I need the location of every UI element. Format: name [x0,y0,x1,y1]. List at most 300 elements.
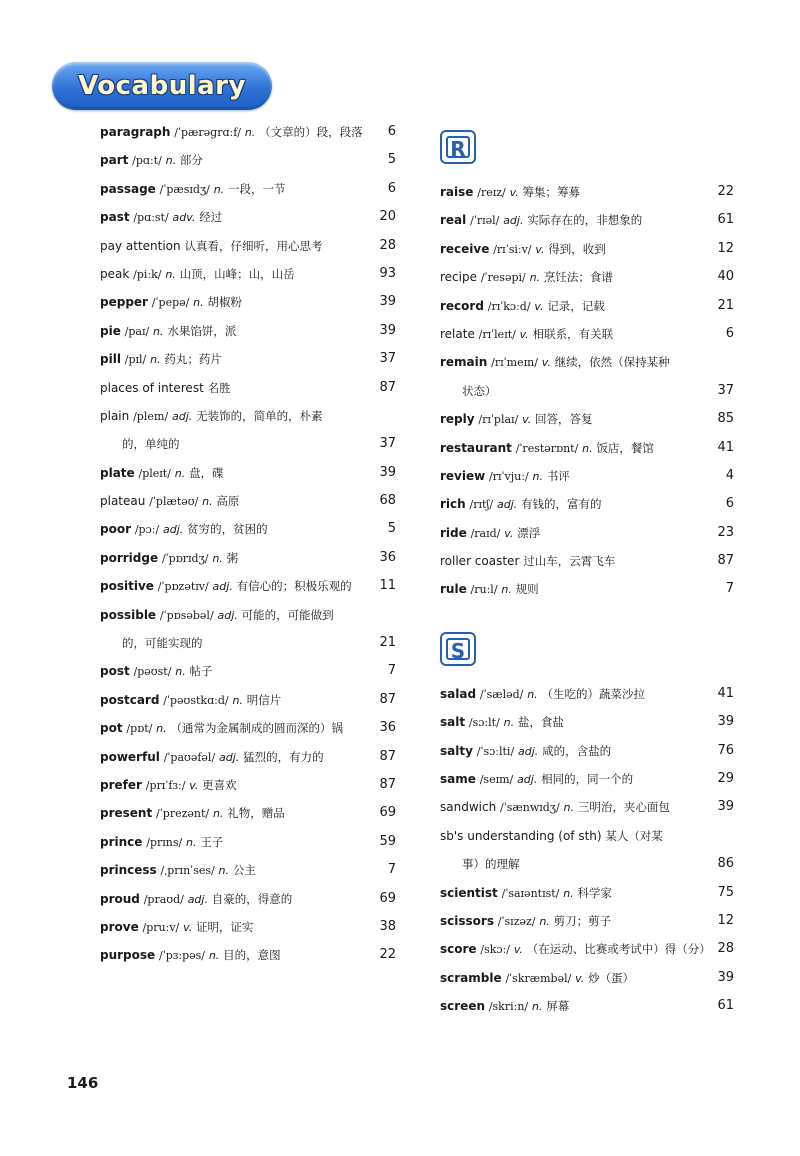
headword: restaurant [440,440,512,455]
page-reference: 87 [379,748,396,764]
gloss: 无装饰的，简单的，朴素 [196,408,323,423]
gloss: 明信片 [246,692,282,707]
section-r-marker [440,130,476,164]
headword: rich [440,497,466,512]
headword: pie [100,323,121,338]
phonetic: /rɪˈkɔːd/ [487,299,531,313]
headword: plate [100,465,135,480]
part-of-speech: n. [503,716,515,730]
gloss: 筹集；筹募 [522,185,581,199]
gloss: 山顶，山峰；山，山岳 [179,266,295,281]
headword: ride [440,525,467,540]
page-reference: 38 [379,918,396,934]
part-of-speech: n. [531,1000,543,1014]
part-of-speech: adj. [217,608,238,622]
gloss: 继续，依然（保持某种 [554,355,670,370]
page-reference: 7 [387,663,396,679]
gloss: 书评 [546,468,570,483]
gloss: 得到，收到 [548,241,606,256]
gloss: （在运动、比赛或考试中）得（分） [526,942,711,957]
phonetic: /paɪ/ [124,324,150,338]
headword: postcard [100,692,160,707]
headword: real [440,213,467,228]
part-of-speech: n. [539,914,550,928]
page-reference: 37 [717,382,734,398]
page-reference: 22 [717,184,734,199]
vocab-entry [100,799,396,827]
vocab-entry [100,402,396,430]
vocab-entry [100,657,396,685]
headword: powerful [100,749,160,764]
part-of-speech: adj. [517,773,538,787]
headword: past [100,210,130,225]
gloss: 经过 [199,210,223,225]
phonetic: /pleɪt/ [138,466,171,480]
headword: prince [100,834,143,849]
page-number: 146 [67,1074,99,1092]
phonetic: /seɪm/ [479,773,514,787]
headword: rule [440,582,467,597]
gloss: 一段，一节 [228,181,286,196]
vocab-entry [440,292,734,320]
page-reference: 5 [387,521,396,537]
headword: paragraph [100,125,171,139]
gloss: 三明治，夹心面包 [577,800,670,815]
gloss: 认真看，仔细听，用心思考 [184,238,323,253]
phonetic: /sɔːlt/ [468,716,500,730]
phonetic: /rɪˈsiːv/ [493,242,532,256]
page-reference: 87 [379,776,396,792]
phonetic: /ˈsɪzəz/ [497,914,536,928]
part-of-speech: adj. [496,498,518,512]
part-of-speech: n. [563,801,575,815]
part-of-speech: n. [150,353,161,367]
part-of-speech: n. [208,949,220,963]
page-reference: 7 [387,862,396,878]
headword: same [440,772,476,787]
gloss: 猛烈的，有力的 [243,749,324,764]
part-of-speech: adj. [212,580,233,594]
part-of-speech: n. [527,687,538,701]
section-s-list [440,680,734,1021]
vocab-entry [100,146,396,174]
headword: scissors [440,913,494,928]
phonetic: /skriːn/ [488,1000,529,1014]
phonetic: /ˈsɔːlti/ [476,744,515,758]
part-of-speech: v. [504,526,514,540]
vocab-entry [100,828,396,856]
headword: post [100,664,130,679]
page-reference: 69 [379,890,396,906]
page-reference: 5 [387,152,396,168]
headword: positive [100,579,154,594]
vocab-entry [100,601,396,629]
gloss: 礼物，赠品 [227,806,285,821]
part-of-speech: n. [165,267,176,281]
vocab-entry [440,680,734,708]
page-reference: 87 [379,379,396,395]
page-reference: 76 [717,742,734,758]
headword: pot [100,721,123,736]
vocab-entry [100,260,396,288]
part-of-speech: n. [212,807,224,821]
vocab-entry [440,348,734,376]
part-of-speech: v. [575,971,585,985]
gloss: 状态） [462,383,497,398]
page-reference: 21 [717,297,734,313]
part-of-speech: n. [532,469,543,483]
part-of-speech: n. [174,466,186,480]
vocab-entry [440,263,734,291]
part-of-speech: n. [202,495,213,509]
gloss: 盘，碟 [189,465,224,480]
gloss: 记录，记载 [547,298,605,313]
vocab-entry [100,771,396,799]
vocab-entry [100,686,396,714]
phonetic: /rɪˈvjuː/ [489,469,529,483]
page-reference: 87 [717,553,734,569]
headword: present [100,806,153,821]
gloss: 过山车，云霄飞车 [523,554,616,569]
phonetic: /ˈrestərɒnt/ [515,441,579,455]
gloss: 实际存在的，非想象的 [527,213,643,228]
phonetic: /ˈrɪəl/ [470,214,500,228]
vocab-entry [100,203,396,231]
section-s-marker [440,632,476,666]
section-s-letter: S [446,638,470,660]
headword: peak [100,266,130,281]
page-reference: 6 [387,180,396,196]
vocab-entry [100,118,396,146]
vocab-entry [100,572,396,600]
vocab-entry [440,519,734,547]
page-reference: 61 [717,998,734,1014]
phonetic: /raɪd/ [470,526,501,540]
vocabulary-right-column [440,130,734,1021]
headword: salad [440,686,477,701]
vocab-entry [100,374,396,402]
vocab-entry [440,964,734,992]
phonetic: /ˈpɒzətɪv/ [157,580,209,594]
section-r-letter: R [446,136,470,158]
page-reference: 29 [717,771,734,787]
part-of-speech: adj. [162,523,184,537]
phonetic: /ˈpæsɪdʒ/ [159,182,210,196]
vocab-entry [100,941,396,969]
gloss: 相联系，有关联 [532,326,614,341]
vocab-entry [100,175,396,203]
gloss: 的，可能实现的 [122,636,203,651]
phonetic: /ˈsæləd/ [479,687,524,701]
gloss: 回答，答复 [535,412,593,427]
page-reference: 11 [379,578,396,594]
vocabulary-banner [52,62,272,110]
gloss: 咸的，含盐的 [542,743,612,758]
gloss: 剪刀；剪子 [553,913,612,928]
vocab-entry [100,459,396,487]
part-of-speech: v. [189,778,199,792]
page-reference: 36 [379,549,396,565]
gloss: 盐，食盐 [517,715,564,730]
headword: pay attention [100,238,181,253]
vocab-entry [100,913,396,941]
headword: recipe [440,270,477,285]
part-of-speech: v. [535,242,545,256]
page-reference: 28 [379,237,396,253]
phonetic: /rɪˈleɪt/ [478,327,516,341]
page-reference: 39 [717,969,734,985]
part-of-speech: adj. [503,214,524,228]
vocab-entry [100,430,396,458]
page-reference: 20 [379,209,396,225]
gloss: （通常为金属制成的圆而深的）锅 [170,721,343,736]
headword: part [100,153,129,168]
page-reference: 86 [717,856,734,872]
headword: relate [440,326,475,341]
vocab-entry [440,850,734,878]
phonetic: /ˌprɪnˈses/ [160,864,215,878]
page-title: Vocabulary [78,71,246,101]
vocab-entry [440,992,734,1020]
headword: sb's understanding (of sth) [440,828,602,843]
vocab-entry [440,765,734,793]
vocab-entry [440,708,734,736]
page-reference: 75 [717,884,734,900]
vocab-entry [440,575,734,603]
vocab-entry [100,515,396,543]
vocab-entry [440,822,734,850]
part-of-speech: n. [186,835,197,849]
page-reference: 61 [717,212,734,228]
part-of-speech: n. [232,693,243,707]
page-reference: 41 [717,685,734,701]
page-reference: 6 [725,325,734,341]
phonetic: /prɪns/ [146,835,183,849]
page-reference: 37 [379,351,396,367]
vocab-entry [100,288,396,316]
vocab-entry [100,885,396,913]
vocab-entry [100,743,396,771]
vocab-entry [440,462,734,490]
gloss: 药丸；药片 [164,352,222,367]
page-reference: 6 [725,496,734,512]
gloss: 自豪的，得意的 [211,891,293,906]
part-of-speech: n. [529,271,541,285]
headword: prefer [100,777,142,792]
gloss: 漂浮 [517,525,541,540]
page-reference: 59 [379,833,396,849]
phonetic: /pɒt/ [126,722,153,736]
gloss: 可能的，可能做到 [241,607,334,622]
phonetic: /skɔː/ [480,943,510,957]
phonetic: /pəʊst/ [133,665,172,679]
headword: scramble [440,970,502,985]
headword: scientist [440,885,498,900]
gloss: 的，单纯的 [122,437,180,452]
gloss: 有信心的；积极乐观的 [236,579,352,594]
vocab-entry [440,907,734,935]
part-of-speech: v. [183,920,193,934]
page-reference: 23 [717,524,734,540]
part-of-speech: adj. [187,892,208,906]
headword: porridge [100,550,159,565]
vocab-entry [440,320,734,348]
phonetic: /ˈpɒrɪdʒ/ [161,551,209,565]
gloss: 饭店，餐馆 [596,440,654,455]
page-reference: 93 [379,265,396,281]
vocab-entry [440,235,734,263]
gloss: 目的，意图 [223,948,281,963]
headword: roller coaster [440,554,520,569]
headword: purpose [100,948,156,963]
page-reference: 39 [379,294,396,310]
phonetic: /praʊd/ [143,892,184,906]
vocab-entry [100,232,396,260]
phonetic: /ˈsaɪəntɪst/ [501,886,560,900]
gloss: 帖子 [189,664,213,679]
headword: plateau [100,494,146,509]
part-of-speech: n. [165,154,177,168]
gloss: 王子 [200,834,224,849]
phonetic: /ˈpɒsəbəl/ [159,608,214,622]
gloss: 炒（蛋） [588,970,635,985]
page-reference: 22 [379,947,396,963]
part-of-speech: n. [175,665,186,679]
vocab-entry [100,317,396,345]
page-reference: 39 [379,322,396,338]
vocab-entry [440,178,734,206]
page-reference: 87 [379,691,396,707]
page-reference: 28 [717,941,734,957]
phonetic: /ˈsænwɪdʒ/ [500,801,560,815]
phonetic: /rɪˈmeɪn/ [491,356,538,370]
part-of-speech: n. [501,583,512,597]
part-of-speech: n. [244,126,256,139]
page-reference: 7 [725,581,734,597]
phonetic: /ˈprezənt/ [156,807,210,821]
part-of-speech: adj. [172,409,193,423]
phonetic: /piːk/ [133,267,162,281]
vocab-entry [440,377,734,405]
part-of-speech: v. [522,413,532,427]
headword: prove [100,919,139,934]
page-reference: 69 [379,805,396,821]
part-of-speech: adj. [218,750,240,764]
page-reference: 41 [717,439,734,455]
headword: sandwich [440,800,497,815]
gloss: 更喜欢 [202,777,237,792]
vocab-entry [100,629,396,657]
vocab-entry [440,793,734,821]
part-of-speech: adv. [172,211,196,225]
gloss: 相同的，同一个的 [541,772,634,787]
headword: passage [100,181,156,196]
part-of-speech: v. [534,299,544,313]
section-r-list [440,178,734,604]
gloss: 水果馅饼，派 [167,323,237,338]
part-of-speech: adj. [517,744,539,758]
part-of-speech: v. [541,356,551,370]
vocabulary-left-column [100,118,396,970]
page-reference: 12 [717,912,734,928]
part-of-speech: n. [212,551,223,565]
headword: proud [100,891,140,906]
gloss: （文章的）段，段落 [259,125,363,139]
headword: review [440,468,486,483]
vocab-entry [100,345,396,373]
gloss: 规则 [515,582,539,597]
page-reference: 37 [379,436,396,452]
phonetic: /pleɪn/ [133,409,169,423]
phonetic: /ˈpepə/ [151,296,190,310]
vocab-entry [100,544,396,572]
page-reference: 39 [717,714,734,730]
headword: remain [440,355,488,370]
phonetic: /ˈskræmbəl/ [505,971,572,985]
part-of-speech: v. [519,327,529,341]
gloss: 屏幕 [546,999,570,1014]
headword: raise [440,185,474,199]
headword: poor [100,522,131,537]
gloss: 胡椒粉 [207,295,242,310]
headword: princess [100,863,157,878]
page-reference: 39 [717,799,734,815]
headword: plain [100,408,130,423]
vocab-entry [440,737,734,765]
part-of-speech: n. [563,886,574,900]
phonetic: /pɑːt/ [132,154,162,168]
headword: salt [440,715,466,730]
vocab-entry [440,405,734,433]
vocab-entry [100,487,396,515]
phonetic: /ˈplætəʊ/ [149,495,199,509]
part-of-speech: n. [193,296,204,310]
gloss: 某人（对某 [605,828,663,843]
phonetic: /reɪz/ [477,186,506,199]
gloss: 名胜 [207,380,231,395]
phonetic: /pɪl/ [124,353,147,367]
gloss: 粥 [226,550,239,565]
vocab-entry [440,434,734,462]
phonetic: /ˈpɜːpəs/ [159,949,205,963]
headword: possible [100,607,157,622]
part-of-speech: n. [153,324,164,338]
vocab-entry [440,935,734,963]
headword: salty [440,743,473,758]
vocab-entry [440,879,734,907]
phonetic: /rɪtʃ/ [469,498,494,512]
gloss: 公主 [232,863,256,878]
gloss: 烹饪法；食谱 [543,270,613,285]
gloss: （生吃的）蔬菜沙拉 [541,686,645,701]
phonetic: /pɑːst/ [133,211,169,225]
gloss: 贫穷的，贫困的 [187,522,268,537]
page-reference: 21 [379,635,396,651]
vocab-entry [440,490,734,518]
headword: pepper [100,295,148,310]
phonetic: /pruːv/ [142,920,180,934]
phonetic: /ruːl/ [470,583,498,597]
gloss: 有钱的，富有的 [521,497,602,512]
gloss: 事）的理解 [462,857,520,872]
gloss: 科学家 [577,885,612,900]
part-of-speech: n. [582,441,593,455]
phonetic: /prɪˈfɜː/ [145,778,186,792]
headword: score [440,942,477,957]
vocab-entry [100,714,396,742]
headword: pill [100,352,121,367]
vocab-entry [440,547,734,575]
